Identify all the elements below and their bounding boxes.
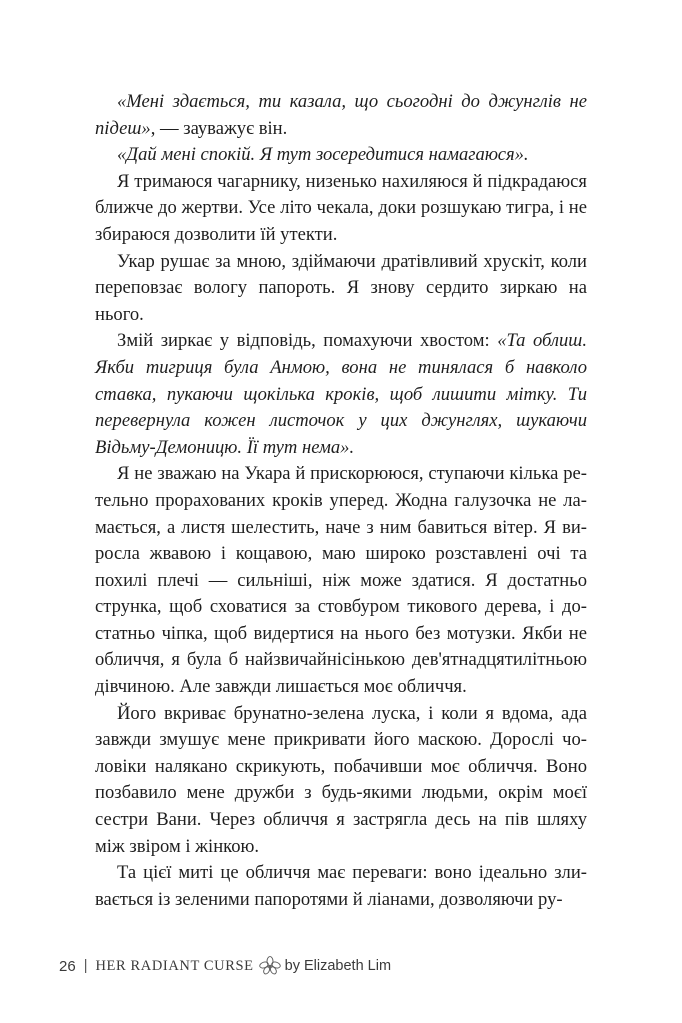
orchid-flower-icon	[259, 956, 281, 976]
paragraph-1	[95, 89, 587, 142]
paragraph-5	[95, 328, 587, 461]
paragraph-2	[95, 142, 587, 169]
dialogue-italic: «Дай мені спокій. Я тут зосередитися намагаюся».	[117, 144, 529, 166]
page-body-text	[95, 89, 587, 913]
paragraph-3: Я тримаюся чагарнику, низенько нахиляюся й підкрадаюся ближче до жертви. Усе літо чекала, доки розшукаю тигра, і не збираюся дозволити їй утекти.	[95, 170, 587, 245]
dialogue-italic: «Мені здається, ти казала, що сьогодні до джунглів не підеш»	[95, 91, 587, 139]
paragraph-8: Та цієї миті це обличчя має переваги: воно ідеально зливається із зеленими папоротями й ліанами, дозволяючи ру-	[95, 862, 587, 910]
paragraph-4: Укар рушає за мною, здіймаючи дратівливий хрускіт, коли переповзає вологу папороть. Я знову сердито зиркаю на нього.	[95, 250, 587, 325]
book-title: HER RADIANT CURSE	[95, 957, 254, 974]
page-footer	[59, 954, 391, 978]
dialogue-tag: , — зауважує він.	[150, 117, 288, 139]
author-credit: by Elizabeth Lim	[284, 958, 392, 974]
page-number: 26	[59, 957, 76, 975]
paragraph-7: Його вкриває брунатно-зелена луска, і коли я вдома, ада завжди змушує мене прикривати його маскою. Дорослі чоловіки налякано скрикують, побачивши моє обличчя. Воно позбавило мене дружби з будь-якими людьми, окрім моєї сестри Вани. Через обличчя я застрягла десь на пів шляху між звіром і жінкою.	[95, 702, 587, 857]
paragraph-6: Я не зважаю на Укара й прискорююся, ступаючи кілька ретельно прорахованих кроків уперед. Жодна галузочка не ламається, а листя шелестить, наче з ним бавиться вітер. Я виросла жвавою і кощавою, маю широко розставлені очі та похилі плечі — сильніші, ніж може здатися. Я достатньо струнка, щоб сховатися за стовбуром тикового дерева, і достатньо чіпка, щоб видертися на нього без мотузки. Якби не обличчя, я була б найзвичайнісінькою дев'ятнадцятилітньою дівчиною. Але завжди лишається моє обличчя.	[95, 463, 587, 698]
footer-separator: |	[83, 958, 88, 974]
narration: Змій зиркає у відповідь, помахуючи хвостом:	[117, 330, 498, 352]
dialogue-italic: «Та облиш. Якби тигриця була Анмою, вона не тинялася б навколо ставка, пукаючи щокілька кроків, щоб лишити мітку. Ти перевернула кожен листочок у цих джунглях, шукаючи Відьму-Демоницю. Її тут нема».	[95, 330, 587, 458]
